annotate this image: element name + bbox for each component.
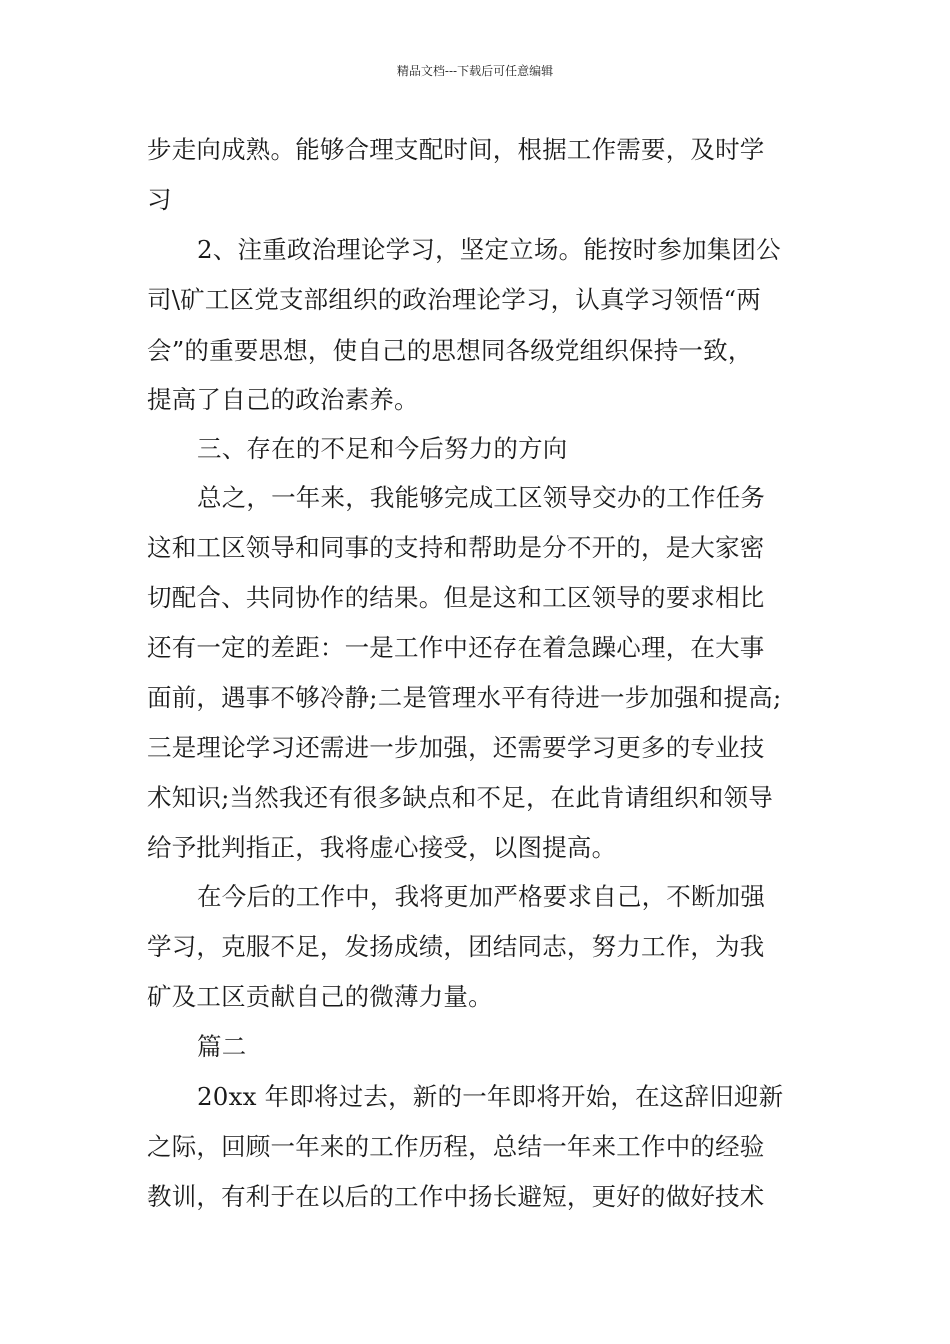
text-line: 切配合、共同协作的结果。但是这和工区领导的要求相比 [147,583,765,612]
text-line: 司\矿工区党支部组织的政治理论学习，认真学习领悟“两 [147,285,761,314]
text-line: 步走向成熟。能够合理支配时间，根据工作需要，及时学 [147,135,765,164]
page-header: 精品文档---下载后可任意编辑 [396,64,554,78]
text-line: 给予批判指正，我将虚心接受，以图提高。 [147,833,617,862]
text-line: 在今后的工作中，我将更加严格要求自己，不断加强 [197,882,766,911]
text-line: 20xx 年即将过去，新的一年即将开始，在这辞旧迎新 [197,1082,784,1111]
text-line: 会”的重要思想，使自己的思想同各级党组织保持一致， [147,336,753,365]
section-heading: 篇二 [197,1032,247,1061]
section-heading: 三、存在的不足和今后努力的方向 [197,434,568,463]
text-line: 这和工区领导和同事的支持和帮助是分不开的，是大家密 [147,533,765,562]
text-line: 学习，克服不足，发扬成绩，团结同志，努力工作，为我 [147,932,765,961]
text-line: 之际，回顾一年来的工作历程，总结一年来工作中的经验 [147,1132,765,1161]
text-line: 面前，遇事不够冷静;二是管理水平有待进一步加强和提高; [147,683,782,712]
text-line: 习 [147,185,172,214]
text-line: 矿及工区贡献自己的微薄力量。 [147,982,493,1011]
text-line: 教训，有利于在以后的工作中扬长避短，更好的做好技术 [147,1182,765,1211]
text-line: 提高了自己的政治素养。 [147,385,419,414]
text-line: 三是理论学习还需进一步加强，还需要学习更多的专业技 [147,733,765,762]
text-line: 2、注重政治理论学习，坚定立场。能按时参加集团公 [197,235,781,264]
text-line: 总之，一年来，我能够完成工区领导交办的工作任务 [197,483,766,512]
text-line: 术知识;当然我还有很多缺点和不足，在此肯请组织和领导 [147,783,773,812]
text-line: 还有一定的差距：一是工作中还存在着急躁心理，在大事 [147,633,765,662]
